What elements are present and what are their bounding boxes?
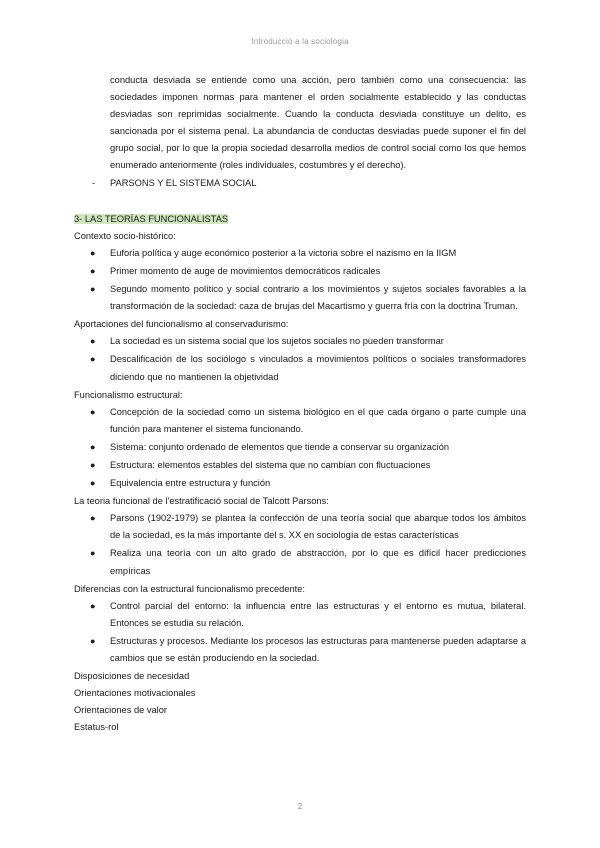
document-body	[74, 72, 526, 736]
page-number: 2	[297, 802, 303, 811]
bullet-dot-icon: ●	[90, 284, 96, 295]
bullet-item-text: Euforia política y auge económico posterior a la victoria sobre el nazismo en la IIGM	[110, 247, 457, 258]
continuation-paragraph: conducta desviada se entiende como una acción, pero también como una consecuencia: las sociedades imponen normas para mantener el orden socialmente establecido y las conductas desviadas son reprimidas socialmente. Cuando la conducta desviada constituye un delito, es sancionada por el sistema penal. La abundancia de conductas desviadas puede suponer el fin del grupo social, por lo que la propia sociedad desarrolla medios de control social como los que hemos enumerado anteriormente (roles individuales, costumbres y el derecho).	[110, 75, 526, 171]
subsection-heading: La teoria funcional de l'estratificació social de Talcott Parsons:	[74, 496, 329, 507]
bullet-item-text: Estructuras y procesos. Mediante los procesos las estructuras para mantenerse pueden adaptarse a cambios que se están produciendo en la sociedad.	[110, 635, 526, 663]
bullet-list-item	[90, 633, 526, 667]
bullet-item-text: Primer momento de auge de movimientos democráticos radicales	[110, 265, 381, 276]
bullet-item-text: Concepción de la sociedad como un sistema biológico en el que cada órgano o parte cumple una función para mantener el sistema funcionando.	[110, 406, 526, 434]
bullet-dot-icon: ●	[90, 548, 96, 559]
bullet-list-item	[90, 439, 526, 456]
bullet-item-text: Equivalencia entre estructura y función	[110, 478, 271, 489]
subsection-heading: Funcionalismo estructural:	[74, 389, 183, 400]
bullet-item-text: Estructura: elementos estables del sistema que no cambian con fluctuaciones	[110, 459, 431, 470]
subsection-heading: Diferencias con la estructural funcionalismo precedente:	[74, 583, 305, 594]
bullet-dot-icon: ●	[90, 635, 96, 646]
bullet-dot-icon: ●	[90, 441, 96, 452]
bullet-item-text: Descalificación de los sociólogo s vinculados a movimientos políticos o sociales transformadores diciendo que no mantienen la objetividad	[110, 354, 526, 382]
bullet-list	[74, 598, 526, 667]
bullet-dot-icon: ●	[90, 478, 96, 489]
bullet-item-text: Sistema: conjunto ordenado de elementos que tiende a conservar su organización	[110, 441, 450, 452]
bullet-list-item	[90, 475, 526, 492]
dash-marker: -	[92, 177, 96, 188]
closing-lines	[74, 668, 526, 736]
bullet-list-item	[90, 404, 526, 438]
bullet-item-text: Parsons (1902-1979) se plantea la confección de una teoría social que abarque todos los ámbitos de la sociedad, es la más importante del s. XX en sociología de estas características	[110, 513, 526, 541]
bullet-item-text: Realiza una teoría con un alto grado de abstracción, por lo que es difícil hacer predicciones empíricas	[110, 548, 526, 576]
dash-item-text: PARSONS Y EL SISTEMA SOCIAL	[110, 177, 257, 188]
bullet-list-item	[90, 263, 526, 280]
subsection-heading: Aportaciones del funcionalismo al conservadurismo:	[74, 319, 289, 330]
bullet-dot-icon: ●	[90, 459, 96, 470]
bullet-list-item	[90, 333, 526, 350]
bullet-item-text: Control parcial del entorno: la influencia entre las estructuras y el entorno es mutua, bilateral. Entonces se estudia su relación.	[110, 600, 526, 628]
bullet-list-item	[90, 510, 526, 544]
bullet-dot-icon: ●	[90, 354, 96, 365]
bullet-dot-icon: ●	[90, 406, 96, 417]
bullet-list-item	[90, 351, 526, 385]
bullet-list	[74, 245, 526, 315]
bullet-list-item	[90, 598, 526, 632]
concept-line: Orientaciones motivacionales	[74, 688, 196, 699]
bullet-list	[74, 404, 526, 492]
bullet-list-item	[90, 545, 526, 579]
bullet-dot-icon: ●	[90, 265, 96, 276]
bullet-dot-icon: ●	[90, 247, 96, 258]
concept-line: Orientaciones de valor	[74, 705, 168, 716]
concept-line: Disposiciones de necesidad	[74, 671, 190, 682]
concept-line: Estatus-rol	[74, 722, 119, 733]
bullet-dot-icon: ●	[90, 336, 96, 347]
running-header: Introducció a la sociologia	[251, 37, 349, 46]
bullet-list	[74, 333, 526, 385]
bullet-dot-icon: ●	[90, 513, 96, 524]
bullet-item-text: La sociedad es un sistema social que los sujetos sociales no pueden transformar	[110, 336, 444, 347]
bullet-dot-icon: ●	[90, 600, 96, 611]
section-groups	[74, 228, 526, 667]
dash-list-item	[92, 175, 526, 192]
section-title	[74, 211, 526, 228]
bullet-list-item	[90, 457, 526, 474]
bullet-list-item	[90, 245, 526, 262]
bullet-item-text: Segundo momento político y social contrario a los movimientos y sujetos sociales favorables a la transformación de la sociedad: caza de brujas del Macartismo y guerra fría con la doctrina Truman.	[110, 284, 526, 312]
bullet-list-item	[90, 281, 526, 315]
section-title-highlight: 3- LAS TEORÍAS FUNCIONALISTAS	[74, 213, 229, 224]
subsection-heading: Contexto socio-histórico:	[74, 230, 176, 241]
bullet-list	[74, 510, 526, 579]
